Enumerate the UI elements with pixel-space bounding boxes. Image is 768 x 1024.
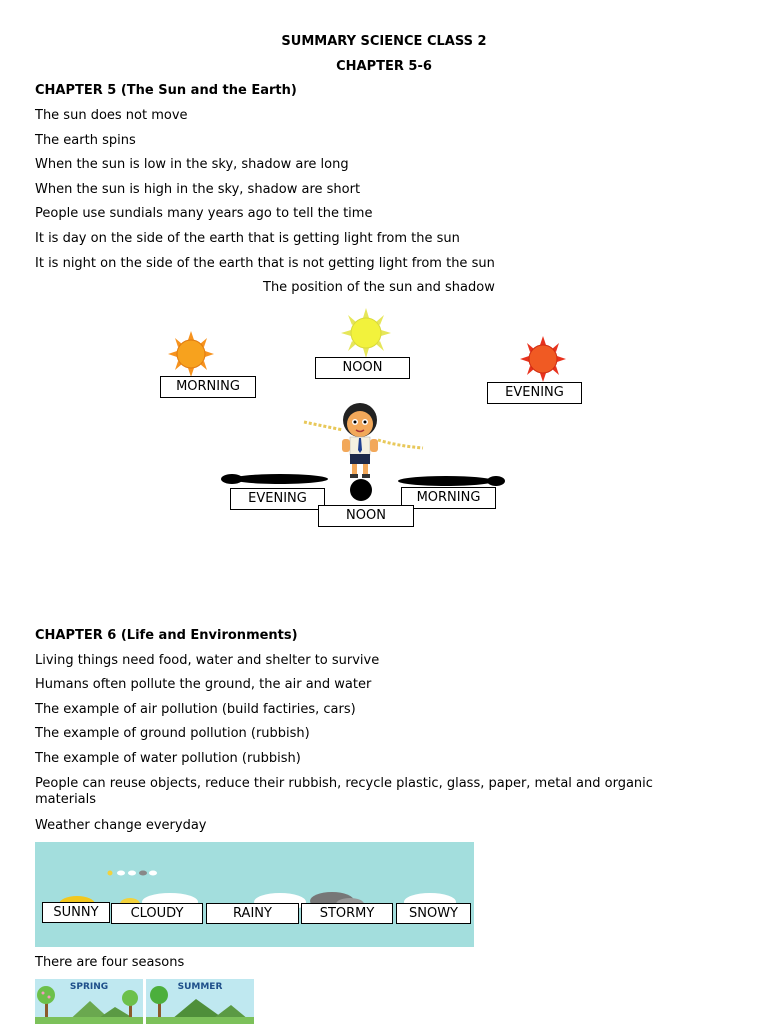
sun-label-noon: NOON [315,357,410,379]
chapter6-line: Humans often pollute the ground, the air and water [35,677,372,692]
weather-illustration [35,842,474,947]
chapter5-line: People use sundials many years ago to tell the time [35,206,373,221]
chapter6-heading: CHAPTER 6 (Life and Environments) [35,628,298,643]
diagram-caption: The position of the sun and shadow [263,280,495,295]
chapter5-line: The sun does not move [35,108,188,123]
chapter5-line: When the sun is high in the sky, shadow are short [35,182,361,197]
season-label-spring: SPRING [69,982,109,992]
morning-sun-icon [166,331,216,377]
weather-label-snowy: SNOWY [396,903,471,924]
chapter6-line: The example of air pollution (build factiries, cars) [35,702,356,717]
shadow-label-evening: EVENING [230,488,325,510]
chapter6-line: materials [35,792,97,807]
chapter6-line: The example of ground pollution (rubbish) [35,726,310,741]
document-title: SUMMARY SCIENCE CLASS 2 [281,34,487,49]
season-card-summer [146,979,254,1024]
weather-label-stormy: STORMY [301,903,393,924]
chapter6-line: The example of water pollution (rubbish) [35,751,301,766]
shadow-label-morning: MORNING [401,487,496,509]
chapter6-line: Living things need food, water and shelter to survive [35,653,380,668]
weather-label-sunny: SUNNY [42,902,110,923]
weather-label-cloudy: CLOUDY [111,903,203,924]
season-label-summer: SUMMER [177,982,223,992]
seasons-intro: There are four seasons [35,955,185,970]
chapter5-line: When the sun is low in the sky, shadow are long [35,157,349,172]
season-card-spring [35,979,143,1024]
chapter6-line: Weather change everyday [35,818,207,833]
evening-sun-icon [518,336,568,382]
weather-label-rainy: RAINY [206,903,299,924]
chapter5-line: The earth spins [35,133,136,148]
weather-icons [35,842,474,947]
chapter5-heading: CHAPTER 5 (The Sun and the Earth) [35,83,297,98]
chapter5-line: It is night on the side of the earth that is not getting light from the sun [35,256,495,271]
noon-sun-icon [340,308,392,358]
chapter6-line: People can reuse objects, reduce their rubbish, recycle plastic, glass, paper, metal and organic [35,776,653,791]
document-subtitle: CHAPTER 5-6 [336,59,432,74]
sun-label-morning: MORNING [160,376,256,398]
sun-label-evening: EVENING [487,382,582,404]
shadow-label-noon: NOON [318,505,414,527]
chapter5-line: It is day on the side of the earth that is getting light from the sun [35,231,460,246]
